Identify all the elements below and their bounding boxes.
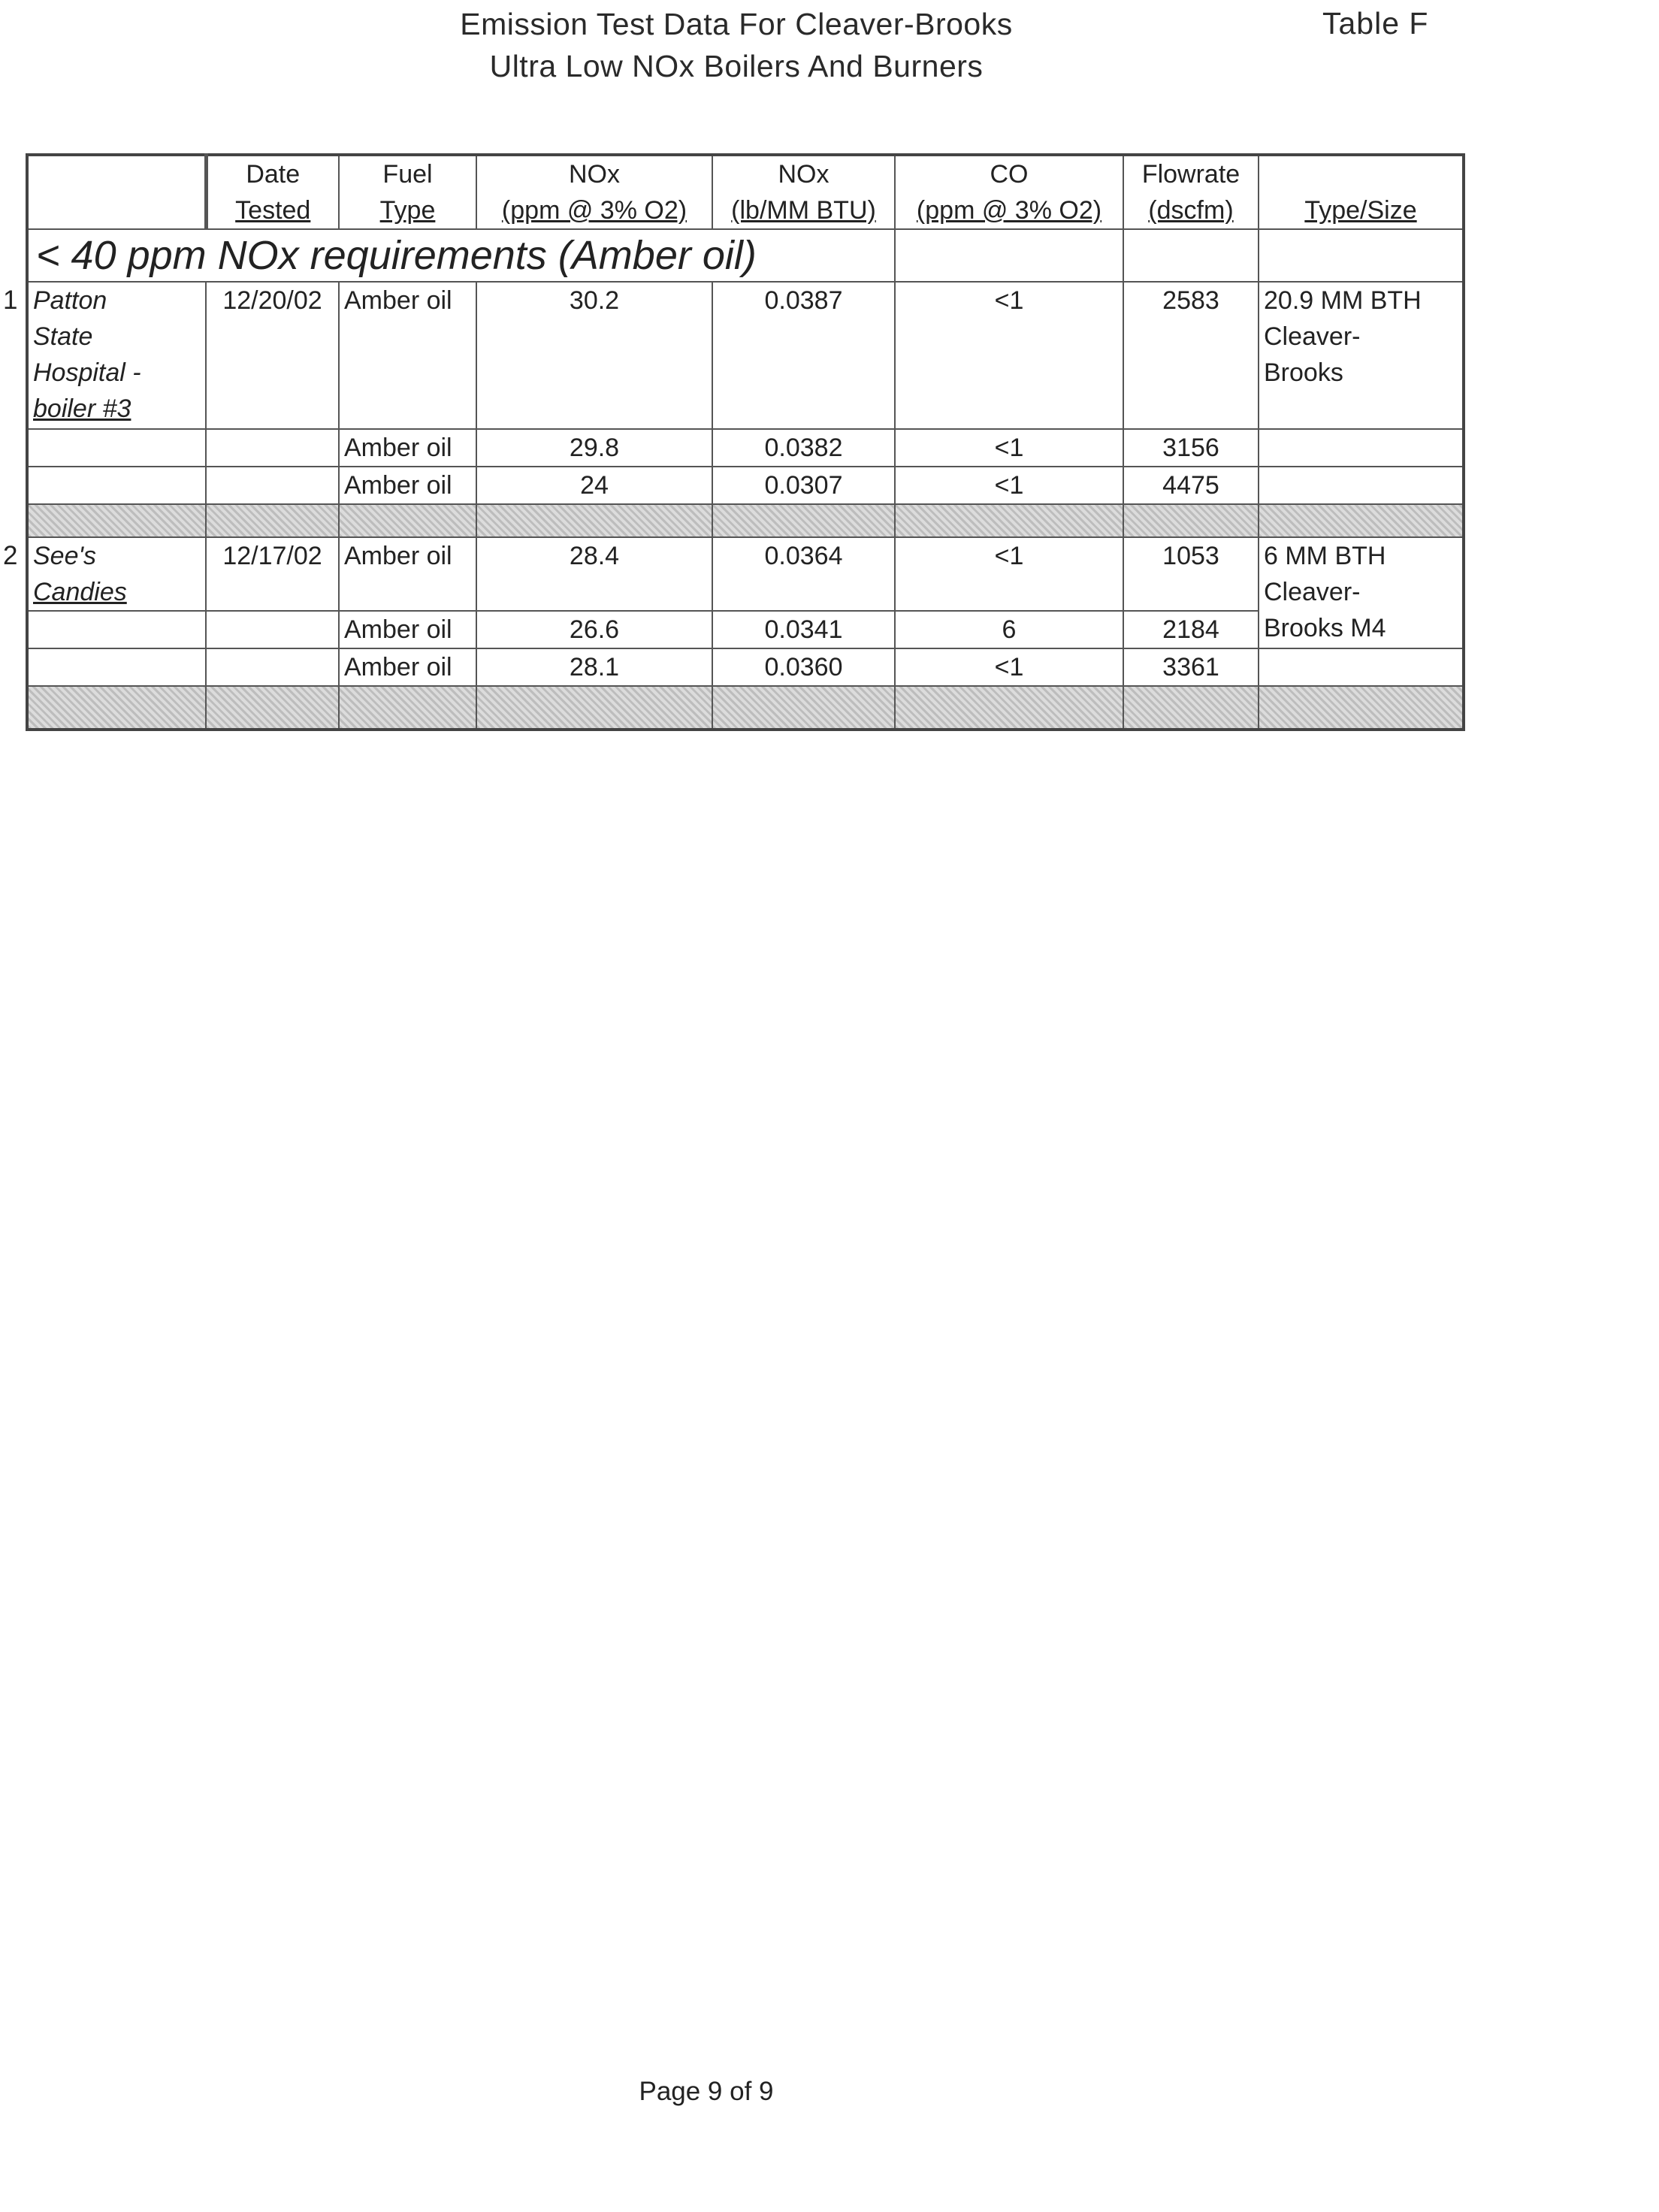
column-header: Date Tested xyxy=(206,155,339,229)
separator-row xyxy=(27,504,1464,537)
site-name: Patton State Hospital - boiler #3 xyxy=(27,282,206,429)
nox-ppm-cell: 28.1 xyxy=(476,648,712,686)
co-cell: <1 xyxy=(895,467,1123,504)
section-row xyxy=(27,229,1464,282)
fuel-cell: Amber oil xyxy=(339,429,476,467)
table-row xyxy=(27,611,1464,648)
column-header: Flowrate (dscfm) xyxy=(1123,155,1259,229)
co-cell: <1 xyxy=(895,537,1123,611)
flowrate-cell: 3156 xyxy=(1123,429,1259,467)
fuel-cell: Amber oil xyxy=(339,648,476,686)
nox-lb-cell: 0.0387 xyxy=(712,282,895,429)
type-size-cell: 6 MM BTH Cleaver- Brooks M4 xyxy=(1259,537,1464,648)
nox-lb-cell: 0.0360 xyxy=(712,648,895,686)
fuel-cell: Amber oil xyxy=(339,611,476,648)
table-row xyxy=(27,467,1464,504)
table-row xyxy=(27,537,1464,611)
group-number: 2 xyxy=(3,541,18,570)
column-header xyxy=(27,155,206,229)
section-title: < 40 ppm NOx requirements (Amber oil) xyxy=(27,229,895,282)
nox-ppm-cell: 24 xyxy=(476,467,712,504)
site-name: See's Candies xyxy=(27,537,206,611)
header-row xyxy=(27,155,1464,229)
fuel-cell: Amber oil xyxy=(339,537,476,611)
column-header: CO (ppm @ 3% O2) xyxy=(895,155,1123,229)
group-number: 1 xyxy=(3,286,18,315)
nox-lb-cell: 0.0307 xyxy=(712,467,895,504)
page-number: Page 9 of 9 xyxy=(639,2077,774,2106)
flowrate-cell: 3361 xyxy=(1123,648,1259,686)
column-header: Fuel Type xyxy=(339,155,476,229)
nox-lb-cell: 0.0364 xyxy=(712,537,895,611)
nox-ppm-cell: 26.6 xyxy=(476,611,712,648)
co-cell: <1 xyxy=(895,429,1123,467)
co-cell: 6 xyxy=(895,611,1123,648)
table-row xyxy=(27,429,1464,467)
flowrate-cell: 2583 xyxy=(1123,282,1259,429)
table-row xyxy=(27,648,1464,686)
table-id: Table F xyxy=(1322,6,1429,41)
date-cell: 12/17/02 xyxy=(206,537,339,611)
column-header: Type/Size xyxy=(1259,155,1464,229)
column-header: NOx (ppm @ 3% O2) xyxy=(476,155,712,229)
nox-ppm-cell: 29.8 xyxy=(476,429,712,467)
flowrate-cell: 2184 xyxy=(1123,611,1259,648)
title-line-2: Ultra Low NOx Boilers And Burners xyxy=(489,49,984,83)
fuel-cell: Amber oil xyxy=(339,282,476,429)
title-line-1: Emission Test Data For Cleaver-Brooks xyxy=(460,7,1013,41)
separator-row xyxy=(27,686,1464,730)
fuel-cell: Amber oil xyxy=(339,467,476,504)
nox-lb-cell: 0.0382 xyxy=(712,429,895,467)
emission-table xyxy=(26,153,1465,731)
table-row xyxy=(27,282,1464,429)
nox-ppm-cell: 28.4 xyxy=(476,537,712,611)
nox-ppm-cell: 30.2 xyxy=(476,282,712,429)
date-cell: 12/20/02 xyxy=(206,282,339,429)
co-cell: <1 xyxy=(895,282,1123,429)
flowrate-cell: 4475 xyxy=(1123,467,1259,504)
nox-lb-cell: 0.0341 xyxy=(712,611,895,648)
column-header: NOx (lb/MM BTU) xyxy=(712,155,895,229)
co-cell: <1 xyxy=(895,648,1123,686)
flowrate-cell: 1053 xyxy=(1123,537,1259,611)
type-size-cell: 20.9 MM BTH Cleaver- Brooks xyxy=(1259,282,1464,429)
document-title xyxy=(331,3,1142,87)
